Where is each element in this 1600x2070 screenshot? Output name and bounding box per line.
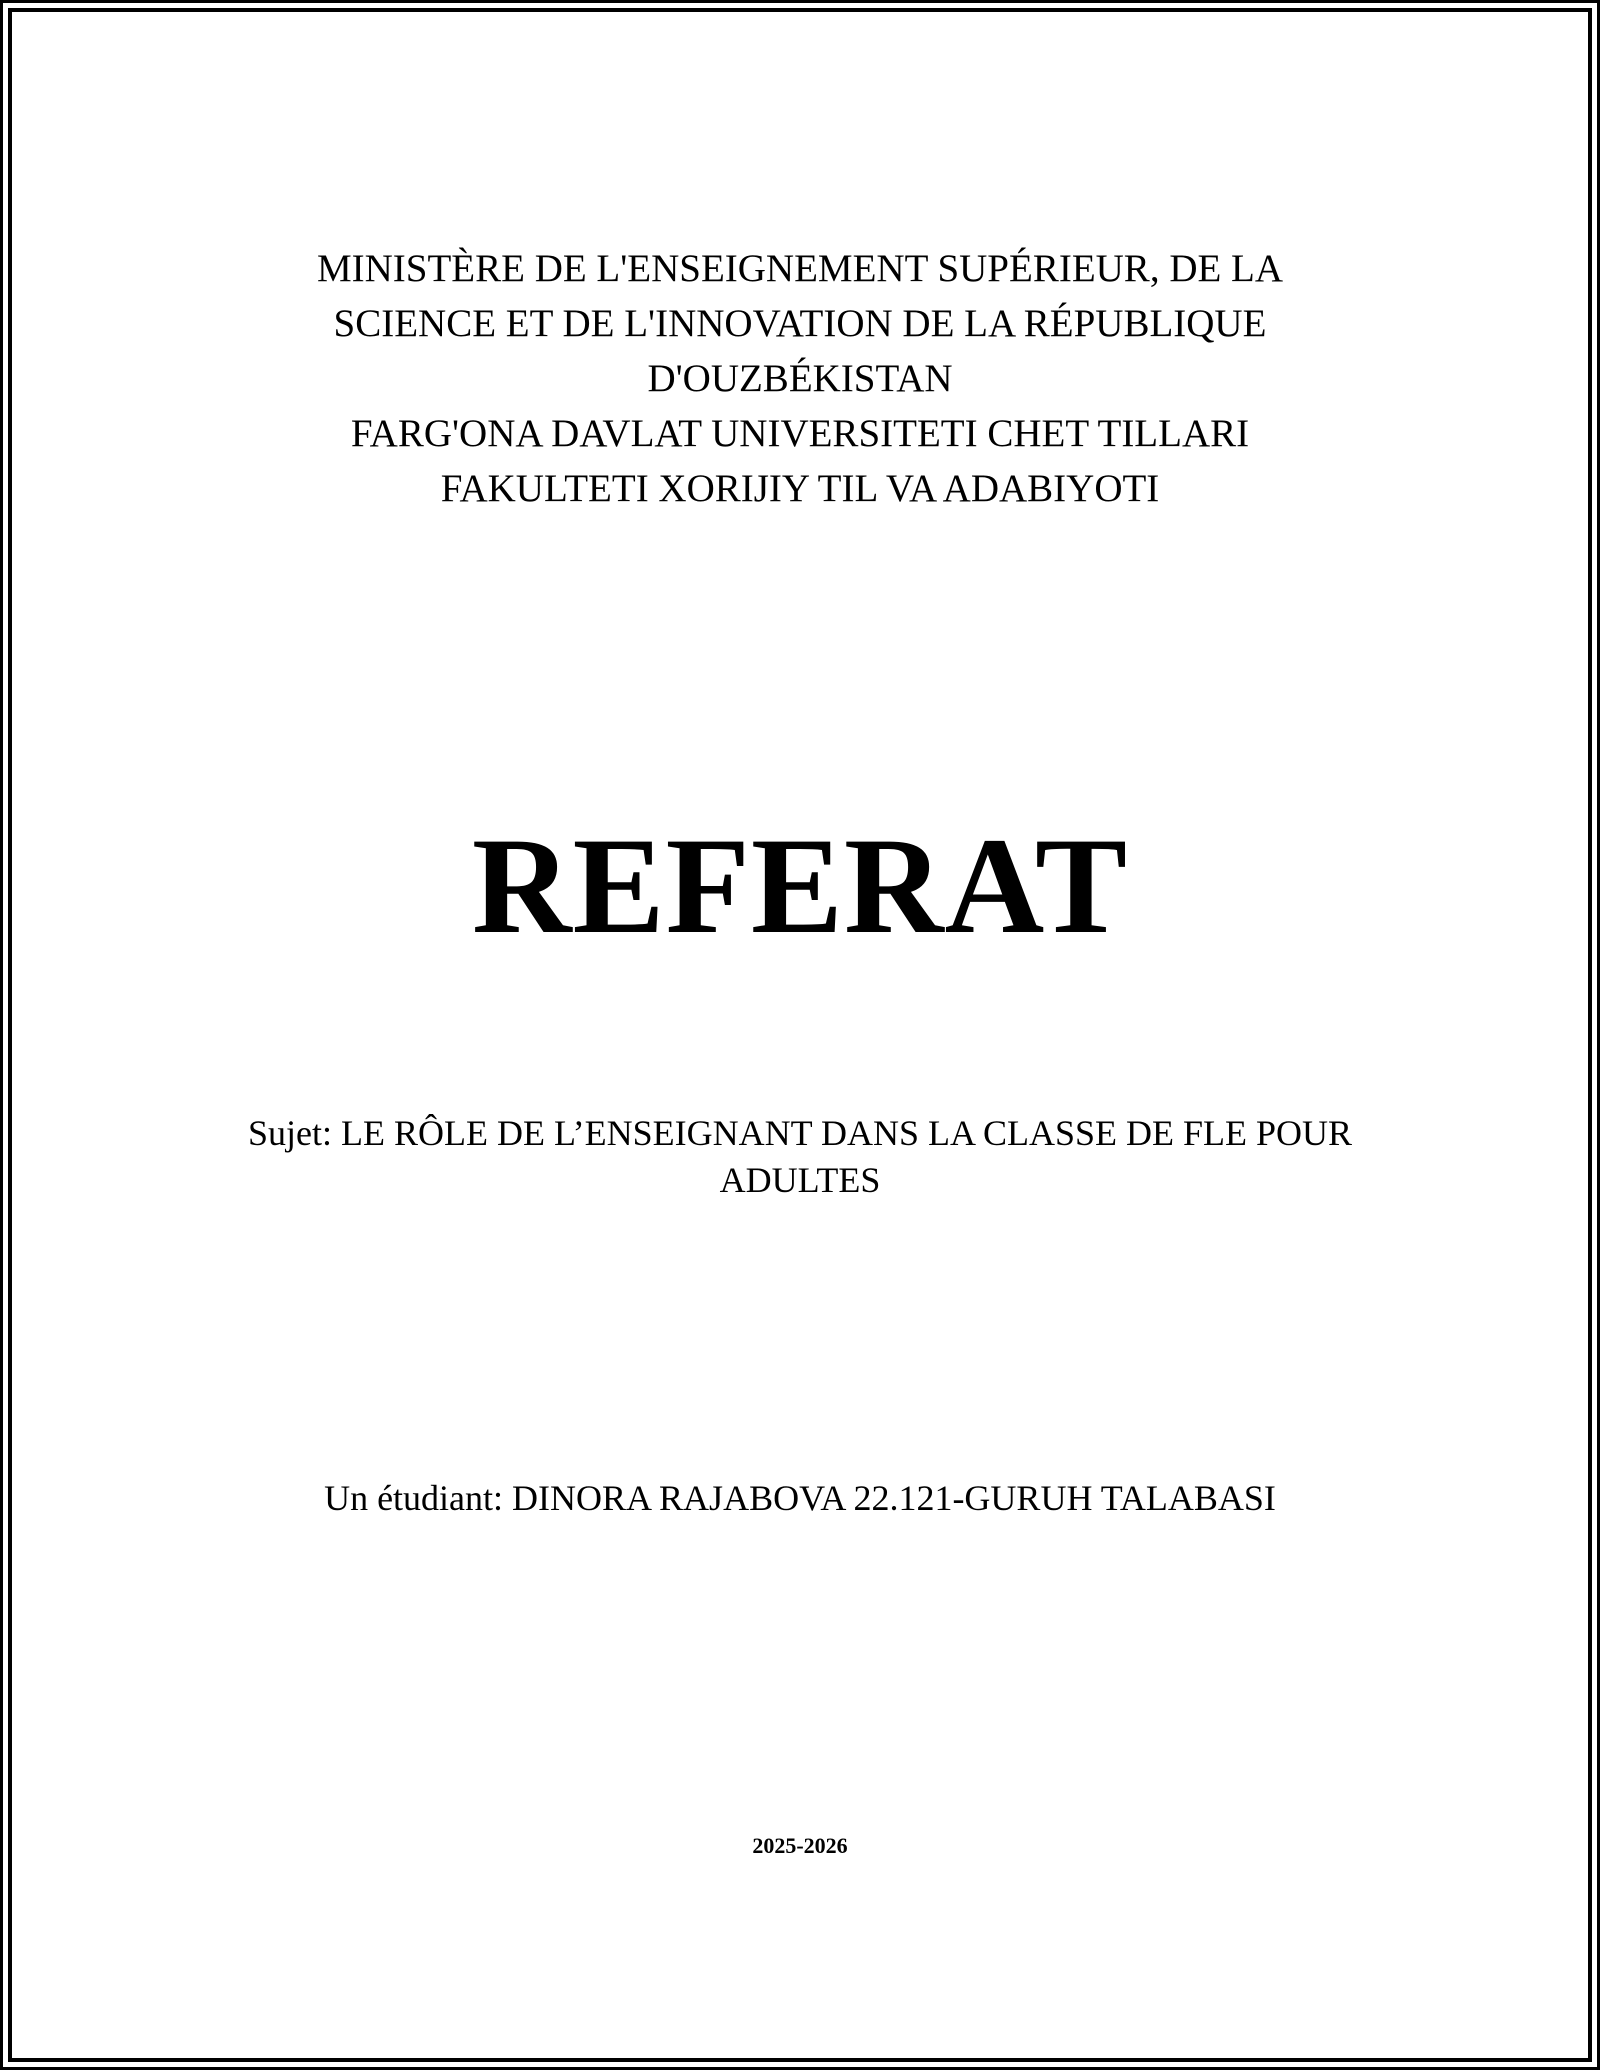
document-title: REFERAT (471, 809, 1129, 962)
header-line-ministry: MINISTÈRE DE L'ENSEIGNEMENT SUPÉRIEUR, DE LA (316, 247, 1284, 290)
header-line-ministry-cont: SCIENCE ET DE L'INNOVATION DE LA RÉPUBLIQUE (333, 302, 1267, 345)
header-line-faculty: FAKULTETI XORIJIY TIL VA ADABIYOTI (440, 467, 1160, 510)
student-info: Un étudiant: DINORA RAJABOVA 22.121-GURUH TALABASI (324, 1478, 1276, 1518)
subject-line-1: Sujet: LE RÔLE DE L’ENSEIGNANT DANS LA CLASSE DE FLE POUR (247, 1113, 1353, 1153)
header-line-country: D'OUZBÉKISTAN (647, 357, 953, 400)
subject-line-2: ADULTES (719, 1160, 881, 1200)
institution-header (0, 241, 1600, 516)
header-line-university: FARG'ONA DAVLAT UNIVERSITETI CHET TILLARI (350, 412, 1250, 455)
subject (0, 1110, 1600, 1204)
academic-year: 2025-2026 (752, 1833, 848, 1858)
